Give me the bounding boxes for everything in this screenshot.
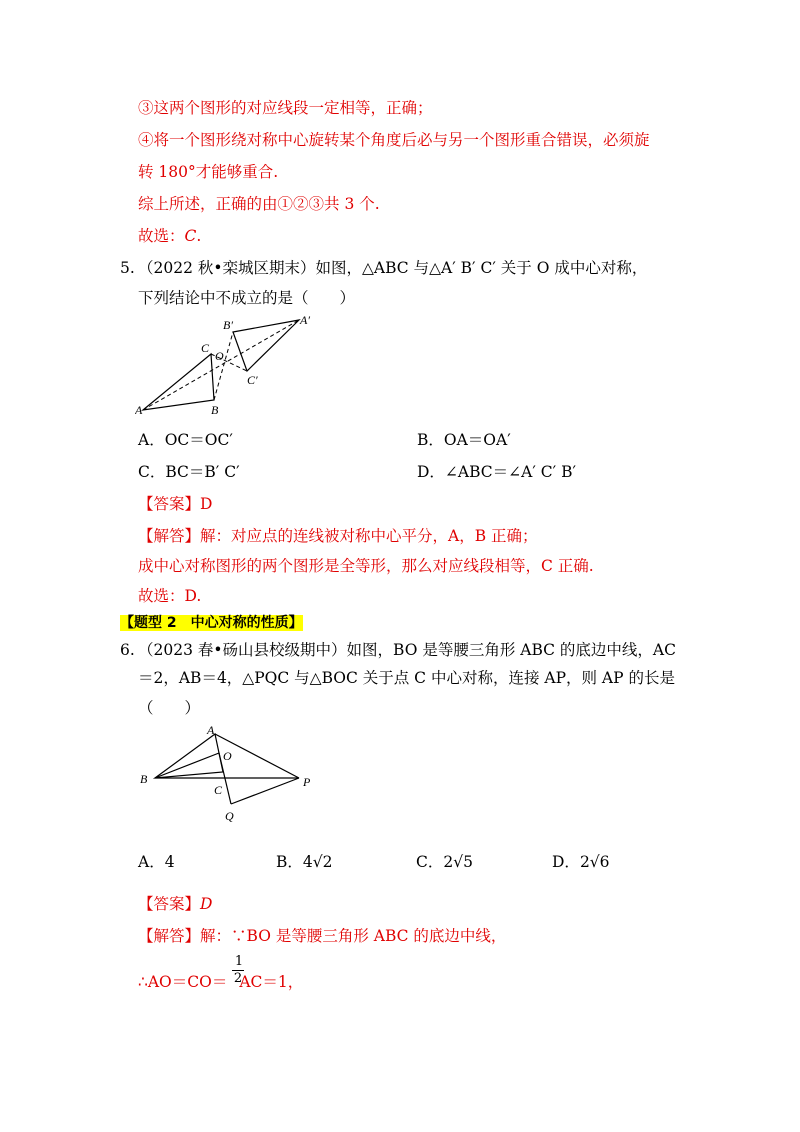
prev-line-4b: 转 180°才能够重合. xyxy=(138,163,279,181)
label-A: A xyxy=(135,403,143,417)
choose-end: . xyxy=(196,227,202,245)
q5-choose: 故选：D. xyxy=(138,587,202,605)
q5-solution-1 xyxy=(138,526,538,546)
prev-line-3: ③这两个图形的对应线段一定相等，正确； xyxy=(138,99,433,117)
q6-figure xyxy=(135,722,335,824)
summary-prefix: 综上所述，正确的由 xyxy=(138,195,278,213)
label-C: C xyxy=(201,341,210,355)
label-O: O xyxy=(223,749,232,763)
choose-prefix: 故选： xyxy=(138,227,185,245)
label-B: B xyxy=(211,403,219,417)
q5-figure xyxy=(135,308,325,420)
label-C-prime: C′ xyxy=(247,373,258,387)
fraction-denominator: 2 xyxy=(233,971,243,986)
solution-2-pre: ∴AO＝CO＝ xyxy=(138,973,228,991)
solution-2-post: AC＝1， xyxy=(239,973,304,991)
label-A-prime: A′ xyxy=(300,313,310,327)
choose-value: C xyxy=(184,227,197,245)
q6-option-a xyxy=(138,852,175,872)
label-Q: Q xyxy=(225,809,234,823)
solution-label: 【解答】 xyxy=(138,527,201,545)
fraction-numerator: 1 xyxy=(234,954,244,969)
q6-option-b xyxy=(276,852,333,872)
opt-c-value: 2√5 xyxy=(443,853,473,871)
q5-solution-2: 成中心对称图形的两个图形是全等形，那么对应线段相等，C 正确. xyxy=(138,557,594,575)
solution-label: 【解答】 xyxy=(138,927,201,945)
opt-d-label: D． xyxy=(552,853,580,871)
q5-option-a: A．OC＝OC′ xyxy=(138,431,233,449)
q5-answer xyxy=(138,494,212,514)
summary-marks: ①②③ xyxy=(277,195,325,213)
q5-number: 5. xyxy=(120,259,135,277)
label-O: O xyxy=(215,349,224,363)
opt-d-value: 2√6 xyxy=(579,853,610,871)
q5-option-d: D．∠ABC＝∠A′ C′ B′ xyxy=(417,463,576,481)
q6-solution-2 xyxy=(138,972,303,992)
prev-line-4a: ④将一个图形绕对称中心旋转某个角度后必与另一个图形重合错误，必须旋 xyxy=(138,131,650,149)
answer-label: 【答案】 xyxy=(138,895,201,913)
opt-c-label: C． xyxy=(416,853,444,871)
q6-option-c xyxy=(416,852,473,872)
q5-option-b: B．OA＝OA′ xyxy=(417,431,511,449)
answer-value: D xyxy=(200,495,213,513)
q6-answer xyxy=(138,894,212,914)
prev-summary xyxy=(138,194,380,214)
q5-stem-1: （2022 秋•栾城区期末）如图，△ABC 与△A′ B′ C′ 关于 O 成中心对称， xyxy=(138,259,648,277)
q6-number: 6. xyxy=(120,641,135,659)
opt-b-value: 4√2 xyxy=(302,853,333,871)
section-heading xyxy=(120,612,303,633)
answer-label: 【答案】 xyxy=(138,495,201,513)
q5-option-c: C．BC＝B′ C′ xyxy=(138,463,240,481)
label-A: A xyxy=(207,723,215,737)
q6-stem-1: （2023 春•砀山县校级期中）如图，BO 是等腰三角形 ABC 的底边中线，AC xyxy=(138,641,676,659)
label-B: B xyxy=(140,772,148,786)
summary-suffix: 共 3 个. xyxy=(324,195,380,213)
opt-a-label: A． xyxy=(138,853,165,871)
q5-stem-2: 下列结论中不成立的是（ ） xyxy=(138,289,356,307)
prev-choose xyxy=(138,226,201,246)
q6-option-d xyxy=(552,852,610,872)
q6-stem-2: ＝2，AB＝4，△PQC 与△BOC 关于点 C 中心对称，连接 AP，则 AP 的长是 xyxy=(138,669,675,687)
solution-text: 解：对应点的连线被对称中心平分，A，B 正确； xyxy=(200,527,538,545)
label-B-prime: B′ xyxy=(223,318,233,332)
q6-solution-1 xyxy=(138,926,506,946)
opt-a-value: 4 xyxy=(164,853,175,871)
type2-label: 【题型 2 中心对称的性质】 xyxy=(120,615,303,631)
label-P: P xyxy=(303,775,311,789)
solution-text: 解：∵BO 是等腰三角形 ABC 的底边中线， xyxy=(200,927,507,945)
answer-value: D xyxy=(200,895,213,913)
q6-stem-3: （ ） xyxy=(138,699,201,717)
opt-b-label: B． xyxy=(276,853,303,871)
label-C: C xyxy=(214,783,223,797)
